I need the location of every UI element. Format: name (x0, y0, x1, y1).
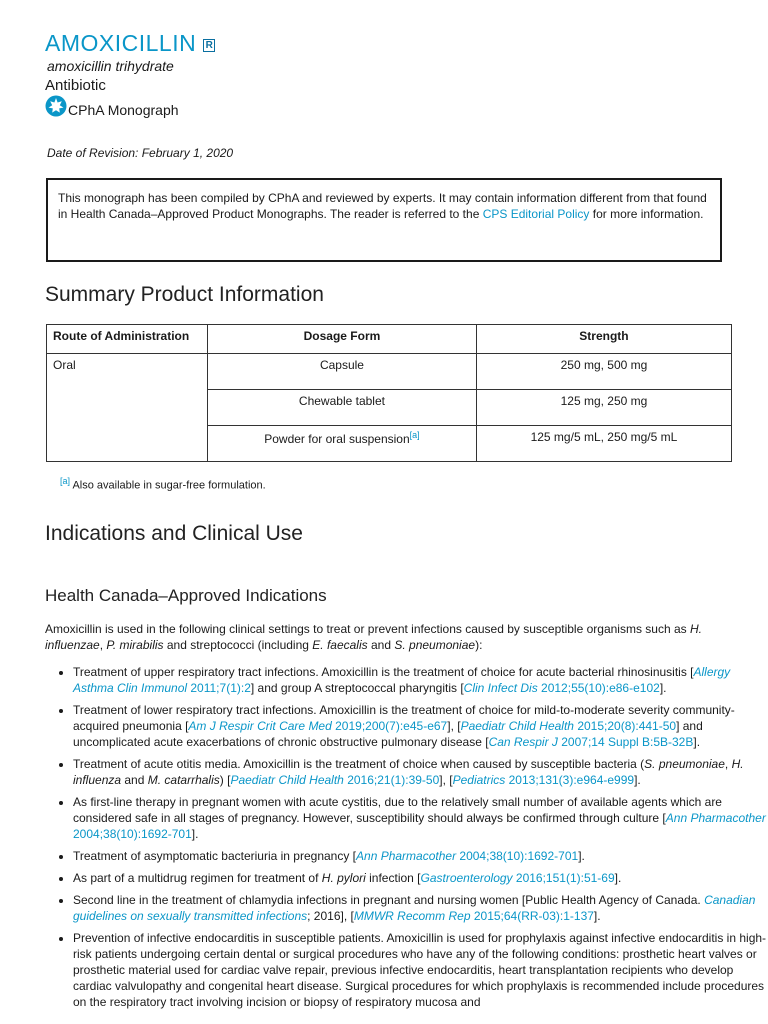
citation-link[interactable]: 2004;38(10):1692-701 (456, 849, 579, 863)
column-header-route: Route of Administration (47, 325, 208, 354)
column-header-strength: Strength (476, 325, 731, 354)
list-item (73, 664, 768, 696)
citation-link[interactable]: Allergy Asthma Clin Immunol (73, 665, 731, 695)
citation-link[interactable]: 2004;38(10):1692-701 (73, 827, 192, 841)
text-run: ) [ (219, 773, 231, 787)
monograph-source (45, 95, 179, 117)
text-run: , (99, 638, 107, 652)
strength-cell: 125 mg, 250 mg (476, 390, 731, 426)
notice-text-before: This monograph has been compiled by CPhA and reviewed by experts. It may contain information different from that found in Health Canada–Approved Product Monographs. The reader is referred to the (58, 191, 707, 221)
notice-text-after: for more information. (589, 207, 704, 221)
list-item (73, 702, 768, 750)
citation-link[interactable]: Can Respir J (488, 735, 558, 749)
table-header-row (47, 325, 732, 354)
citation-link[interactable]: Ann Pharmacother (356, 849, 457, 863)
editorial-policy-link[interactable]: CPS Editorial Policy (482, 207, 590, 221)
citation-link[interactable]: Paediatr Child Health (230, 773, 344, 787)
italic-text: H. influenzae (45, 622, 702, 652)
text-run: Treatment of acute otitis media. Amoxicillin is the treatment of choice when caused by susceptible bacteria ( (73, 757, 645, 771)
approved-indications-heading: Health Canada–Approved Indications (45, 586, 327, 605)
monograph-label: CPhA Monograph (68, 102, 179, 118)
list-item (73, 892, 768, 924)
citation-link[interactable]: MMWR Recomm Rep (353, 909, 471, 923)
text-run: Amoxicillin is used in the following clinical settings to treat or prevent infections caused by susceptible organisms such as (45, 622, 690, 636)
strength-cell: 125 mg/5 mL, 250 mg/5 mL (476, 426, 731, 462)
text-run: ], [ (447, 719, 461, 733)
text-run: ]. (634, 773, 641, 787)
text-run: Second line in the treatment of chlamydia infections in pregnant and nursing women [Public Health Agency of Canada. (73, 893, 705, 907)
list-item (73, 756, 768, 788)
italic-text: H. influenza (73, 757, 744, 787)
drug-title: AMOXICILLIN (45, 30, 197, 56)
citation-link[interactable]: 2012;55(10):e86-e102 (537, 681, 660, 695)
indications-heading: Indications and Clinical Use (45, 522, 303, 545)
citation-link[interactable]: 2015;20(8):441-50 (573, 719, 677, 733)
citation-link[interactable]: 2016;151(1):51-69 (512, 871, 615, 885)
text-run: ]. (659, 681, 667, 695)
citation-link[interactable]: 2013;131(3):e964-e999 (505, 773, 635, 787)
summary-heading: Summary Product Information (45, 283, 324, 306)
citation-link[interactable]: Paediatr Child Health (460, 719, 574, 733)
citation-link[interactable]: 2015;64(RR-03):1-137 (470, 909, 594, 923)
indications-list (45, 664, 768, 1016)
citation-link[interactable]: 2007;14 Suppl B:5B-32B (557, 735, 694, 749)
generic-name: amoxicillin trihydrate (47, 58, 174, 74)
revision-date: Date of Revision: February 1, 2020 (47, 146, 234, 160)
citation-link[interactable]: Pediatrics (452, 773, 506, 787)
italic-text: H. pylori (321, 871, 366, 885)
citation-link[interactable]: 2016;21(1):39-50 (343, 773, 440, 787)
citation-link[interactable]: Canadian guidelines on sexually transmitted infections (73, 893, 756, 923)
italic-text: M. catarrhalis (147, 773, 220, 787)
text-run: ] and group A streptococcal pharyngitis [ (250, 681, 464, 695)
italic-text: P. mirabilis (106, 638, 164, 652)
text-run: ] and uncomplicated acute exacerbations of chronic obstructive pulmonary disease [ (73, 719, 703, 749)
drug-category: Antibiotic (45, 77, 106, 94)
citation-link[interactable]: 2011;7(1):2 (187, 681, 251, 695)
text-run: ]. (593, 909, 601, 923)
list-item (73, 870, 768, 886)
text-run: infection [ (365, 871, 421, 885)
italic-text: S. pneumoniae (394, 638, 476, 652)
footnote-marker-link[interactable]: [a] (60, 476, 71, 486)
text-run: ], [ (439, 773, 453, 787)
list-item (73, 794, 768, 842)
text-run: and streptococci (including (163, 638, 313, 652)
indications-intro (45, 621, 745, 653)
citation-link[interactable]: Clin Infect Dis (463, 681, 538, 695)
dosage-form-cell (208, 426, 477, 462)
text-run: and (121, 773, 148, 787)
text-run: As first-line therapy in pregnant women with acute cystitis, due to the relatively small number of available agents which are considered safe in all stages of pregnancy. However, susceptibility should always be confirmed through culture [ (73, 795, 722, 825)
summary-table (46, 324, 732, 462)
dosage-form-cell: Capsule (208, 354, 477, 390)
text-run: Treatment of asymptomatic bacteriuria in pregnancy [ (73, 849, 357, 863)
cpha-logo-icon (45, 95, 67, 117)
route-cell: Oral (47, 354, 208, 462)
italic-text: E. faecalis (312, 638, 368, 652)
column-header-dosage-form: Dosage Form (208, 325, 477, 354)
strength-cell: 250 mg, 500 mg (476, 354, 731, 390)
citation-link[interactable]: Gastroenterology (420, 871, 513, 885)
text-run: Treatment of lower respiratory tract infections. Amoxicillin is the treatment of choice for mild-to-moderate severity community-acquired pneumonia [ (73, 703, 735, 733)
prescription-icon: R (203, 39, 215, 52)
title-row (45, 30, 215, 57)
italic-text: S. pneumoniae (644, 757, 725, 771)
editorial-notice (46, 178, 722, 262)
citation-link[interactable]: Am J Respir Crit Care Med (188, 719, 332, 733)
list-item (73, 930, 768, 1010)
text-run: , (724, 757, 732, 771)
table-footnote (60, 476, 266, 492)
footnote-ref-link[interactable]: [a] (409, 430, 420, 440)
text-run: As part of a multidrug regimen for treatment of (73, 871, 322, 885)
dosage-form-cell: Chewable tablet (208, 390, 477, 426)
text-run: ; 2016], [ (307, 909, 354, 923)
text-run: ]. (191, 827, 199, 841)
text-run: and (367, 638, 395, 652)
footnote-text: Also available in sugar-free formulation. (72, 479, 266, 492)
text-run: ]. (614, 871, 622, 885)
text-run: Treatment of upper respiratory tract infections. Amoxicillin is the treatment of choice for acute bacterial rhinosinusitis [ (73, 665, 694, 679)
text-run: Prevention of infective endocarditis in susceptible patients. Amoxicillin is used for prophylaxis against infective endocarditis in high-risk patients undergoing certain dental or surgical procedures who have any of the following conditions: prosthetic heart valves or prosthetic material used for cardiac valve repair, previous infective endocarditis, heart transplantation recipients who develop cardiac valvulopathy and congenital heart disease. Surgical procedures for which prophylaxis is recommended include procedures on the respiratory tract involving incision or biopsy of respiratory mucosa and (73, 931, 767, 1009)
table-row (47, 354, 732, 390)
text-run: ]. (578, 849, 585, 863)
text-run: ): (475, 638, 483, 652)
citation-link[interactable]: 2019;200(7):e45-e67 (331, 719, 448, 733)
dosage-form-text: Powder for oral suspension (264, 432, 410, 446)
citation-link[interactable]: Ann Pharmacother (665, 811, 766, 825)
text-run: ]. (693, 735, 701, 749)
list-item (73, 848, 768, 864)
